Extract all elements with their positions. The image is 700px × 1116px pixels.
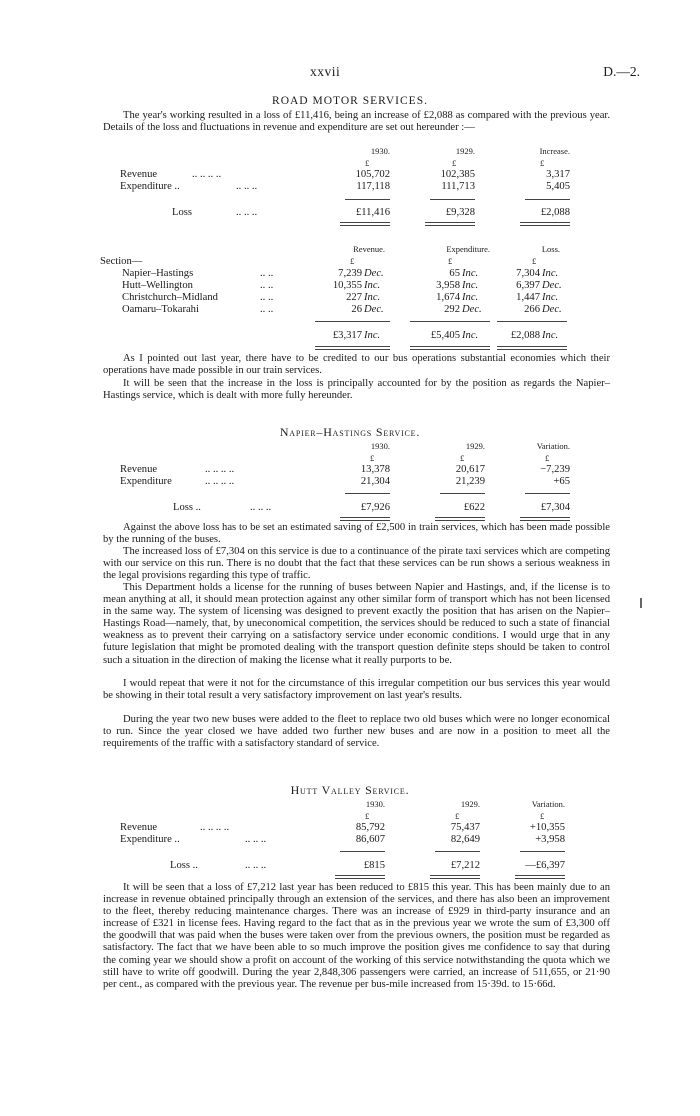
total-1930: £815 bbox=[363, 860, 385, 871]
section-title-napier-hastings: Napier–Hastings Service. bbox=[279, 425, 421, 439]
section-title-hutt-valley: Hutt Valley Service. bbox=[290, 783, 410, 797]
leader-dots: .. .. bbox=[260, 280, 274, 291]
total-1929: £622 bbox=[463, 502, 485, 513]
value-increase: 5,405 bbox=[546, 181, 570, 192]
section-title-road-motor: ROAD MOTOR SERVICES. bbox=[272, 95, 428, 107]
revenue-value: 7,239 bbox=[338, 268, 362, 279]
total-variation: £7,304 bbox=[540, 502, 570, 513]
unit-label: £ bbox=[540, 811, 545, 821]
expenditure-direction-text: Dec. bbox=[462, 304, 482, 315]
leader-dots: .. .. .. .. bbox=[205, 476, 235, 487]
col-header-1929: 1929. bbox=[465, 441, 485, 451]
leader-dots: .. .. .. bbox=[250, 502, 272, 513]
total-increase: £2,088 bbox=[540, 207, 570, 218]
leader-dots: .. .. .. .. bbox=[205, 464, 235, 475]
loss-value: 7,304 bbox=[516, 268, 540, 279]
total-revenue: £3,317 bbox=[332, 330, 362, 341]
unit-label: £ bbox=[365, 811, 370, 821]
leader-dots: .. .. .. bbox=[236, 181, 258, 192]
value-variation: +65 bbox=[553, 476, 570, 487]
expenditure-direction-text: Inc. bbox=[462, 268, 479, 279]
revenue-value: 10,355 bbox=[332, 280, 362, 291]
value-1930: 21,304 bbox=[360, 476, 390, 487]
col-header-loss: Loss. bbox=[541, 244, 560, 254]
value-1929: 75,437 bbox=[450, 822, 480, 833]
unit-label: £ bbox=[460, 453, 465, 463]
expenditure-value: 3,958 bbox=[436, 280, 460, 291]
col-header-variation: Variation. bbox=[531, 799, 565, 809]
row-label: Revenue bbox=[120, 464, 158, 475]
total-expenditure: £5,405 bbox=[430, 330, 460, 341]
paragraph-bus-economies: As I pointed out last year, there have to be credited to our bus operations substantial economies which their operations have made possible in our train services. bbox=[103, 353, 610, 377]
row-label: Oamaru–Tokarahi bbox=[122, 304, 199, 315]
row-label: Expenditure .. bbox=[120, 181, 180, 192]
unit-label: £ bbox=[448, 256, 453, 266]
expenditure-direction-text: Inc. bbox=[462, 280, 479, 291]
value-1929: 111,713 bbox=[441, 181, 475, 192]
paragraph-repeat: I would repeat that were it not for the circumstance of this irregular competition our bus services this year would be showing in their total result a very satisfactory improvement on last year's results. bbox=[103, 678, 610, 702]
loss-value: 6,397 bbox=[516, 280, 540, 291]
total-double-rule bbox=[430, 875, 480, 879]
paragraph-hutt-results: It will be seen that a loss of £7,212 last year has been reduced to £815 this year. This has been mainly due to an increase in revenue obtained principally through an extension of the services, and there has also been an improvement to the fleet, thereby reducing maintenance charges. There was an increase of £929 in third-party insurance and an increase of £321 in license fees. Having regard to the fact that as in the previous year we wrote the sum of £3,300 off the goodwill that was paid when the buses were taken over from the previous owners, the position must be regarded as satisfactory. The fact that we have been able to so much improve the position gives me confidence to say that during the coming year we should show a profit on account of the working of this service notwithstanding the quota which we still have to write off goodwill. During the year 2,848,306 passengers were carried, an increase of 511,655, or 21·90 per cent., as compared with the previous year. The revenue per bus-mile increased from 15·39d. to 15·66d. bbox=[103, 882, 610, 990]
unit-label: £ bbox=[370, 453, 375, 463]
total-loss: £2,088 bbox=[510, 330, 540, 341]
total-revenue-direction-text: Inc. bbox=[364, 330, 381, 341]
value-1930: 85,792 bbox=[355, 822, 385, 833]
value-1929: 82,649 bbox=[450, 834, 480, 845]
row-label: Expenditure .. bbox=[120, 834, 180, 845]
paragraph-pirate-taxi: The increased loss of £7,304 on this service is due to a continuance of the pirate taxi services which are competing with our service on this run. There is no doubt that the fact that these services can be run shows a serious weakness in the legal provisions regarding this type of traffic. bbox=[103, 546, 610, 582]
expenditure-value: 1,674 bbox=[436, 292, 460, 303]
value-1929: 21,239 bbox=[455, 476, 485, 487]
total-label: Loss .. bbox=[170, 860, 198, 871]
paragraph-new-buses: During the year two new buses were added to the fleet to replace two old buses which were no longer economical to run. Since the year closed we have added two further new buses and are now in a position to meet all the requirements of the traffic with a satisfactory standard of service. bbox=[103, 714, 610, 750]
leader-dots: .. .. bbox=[260, 268, 274, 279]
col-header-revenue: Revenue. bbox=[353, 244, 385, 254]
unit-label: £ bbox=[540, 158, 545, 168]
leader-dots: .. .. .. bbox=[236, 207, 258, 218]
row-label: Revenue bbox=[120, 822, 158, 833]
row-label: Expenditure bbox=[120, 476, 172, 487]
loss-direction-text: Dec. bbox=[542, 280, 562, 291]
section-heading: Section— bbox=[100, 256, 143, 267]
value-variation: +3,958 bbox=[535, 834, 565, 845]
col-header-variation: Variation. bbox=[536, 441, 570, 451]
total-expenditure-direction-text: Inc. bbox=[462, 330, 479, 341]
row-label: Revenue bbox=[120, 169, 158, 180]
leader-dots: .. .. .. bbox=[245, 834, 267, 845]
value-variation: +10,355 bbox=[529, 822, 565, 833]
leader-dots: .. .. .. .. bbox=[200, 822, 230, 833]
col-header-1929: 1929. bbox=[460, 799, 480, 809]
total-label: Loss .. bbox=[173, 502, 201, 513]
expenditure-value: 65 bbox=[449, 268, 460, 279]
col-header-1930: 1930. bbox=[365, 799, 385, 809]
total-double-rule bbox=[335, 875, 385, 879]
col-header-1929: 1929. bbox=[455, 146, 475, 156]
intro-paragraph: The year's working resulted in a loss of £11,416, being an increase of £2,088 as compared with the previous year. Details of the loss and fluctuations in revenue and expenditure are set out hereunder :— bbox=[103, 110, 610, 134]
leader-dots: .. .. bbox=[260, 292, 274, 303]
leader-dots: .. .. .. .. bbox=[192, 169, 222, 180]
total-double-rule bbox=[515, 875, 565, 879]
paragraph-estimated-saving: Against the above loss has to be set an estimated saving of £2,500 in train services, which has been made possible by the running of the buses. bbox=[103, 522, 610, 546]
leader-dots: .. .. bbox=[260, 304, 274, 315]
total-1930: £11,416 bbox=[355, 207, 390, 218]
value-1929: 102,385 bbox=[440, 169, 475, 180]
unit-label: £ bbox=[455, 811, 460, 821]
total-loss-direction-text: Inc. bbox=[542, 330, 559, 341]
unit-label: £ bbox=[545, 453, 550, 463]
total-1929: £9,328 bbox=[445, 207, 475, 218]
leader-dots: .. .. .. bbox=[245, 860, 267, 871]
unit-label: £ bbox=[532, 256, 537, 266]
loss-value: 1,447 bbox=[516, 292, 540, 303]
value-1930: 86,607 bbox=[355, 834, 385, 845]
col-header-1930: 1930. bbox=[370, 146, 390, 156]
row-label: Napier–Hastings bbox=[122, 268, 194, 279]
total-variation: —£6,397 bbox=[525, 860, 565, 871]
value-1930: 105,702 bbox=[355, 169, 390, 180]
value-increase: 3,317 bbox=[546, 169, 570, 180]
paragraph-increase-loss: It will be seen that the increase in the loss is principally accounted for by the position as regards the Napier–Hastings service, which is dealt with more fully hereunder. bbox=[103, 378, 610, 402]
row-label: Christchurch–Midland bbox=[122, 292, 218, 303]
revenue-direction-text: Dec. bbox=[364, 304, 384, 315]
value-1930: 117,118 bbox=[356, 181, 390, 192]
expenditure-direction-text: Inc. bbox=[462, 292, 479, 303]
unit-label: £ bbox=[350, 256, 355, 266]
sum-rule bbox=[435, 851, 480, 852]
revenue-value: 26 bbox=[351, 304, 362, 315]
loss-direction-text: Inc. bbox=[542, 292, 559, 303]
value-1929: 20,617 bbox=[455, 464, 485, 475]
total-label: Loss bbox=[172, 207, 193, 218]
loss-value: 266 bbox=[524, 304, 540, 315]
sum-rule bbox=[340, 851, 385, 852]
sum-rule bbox=[520, 851, 565, 852]
revenue-direction-text: Inc. bbox=[364, 280, 381, 291]
col-header-expenditure: Expenditure. bbox=[446, 244, 490, 254]
unit-label: £ bbox=[452, 158, 457, 168]
document-reference: D.—2. bbox=[603, 64, 640, 79]
value-variation: −7,239 bbox=[540, 464, 570, 475]
row-label: Hutt–Wellington bbox=[122, 280, 193, 291]
loss-direction-text: Dec. bbox=[542, 304, 562, 315]
unit-label: £ bbox=[365, 158, 370, 168]
expenditure-value: 292 bbox=[444, 304, 460, 315]
revenue-value: 227 bbox=[346, 292, 362, 303]
revenue-direction-text: Dec. bbox=[364, 268, 384, 279]
total-1930: £7,926 bbox=[360, 502, 390, 513]
total-1929: £7,212 bbox=[450, 860, 480, 871]
col-header-increase: Increase. bbox=[539, 146, 570, 156]
value-1930: 13,378 bbox=[360, 464, 390, 475]
loss-direction-text: Inc. bbox=[542, 268, 559, 279]
col-header-1930: 1930. bbox=[370, 441, 390, 451]
page-number: xxvii bbox=[310, 64, 341, 79]
revenue-direction-text: Inc. bbox=[364, 292, 381, 303]
paragraph-license: This Department holds a license for the running of buses between Napier and Hastings, and, if the license is to mean anything at all, it should mean protection against any other similar form of transport which has not been licensed in the same way. The system of licensing was designed to prevent exactly the position that has arisen on the Napier–Hastings Road—namely, that, by uneconomical competition, the services should be reduced to such a state of financial weakness as to prevent their carrying on a satisfactory service under economic conditions. I would urge that in any future legislation that might be promoted dealing with the transport question definite steps should be taken to control such a situation in the direction of making the license what it really purports to be. bbox=[103, 582, 610, 666]
